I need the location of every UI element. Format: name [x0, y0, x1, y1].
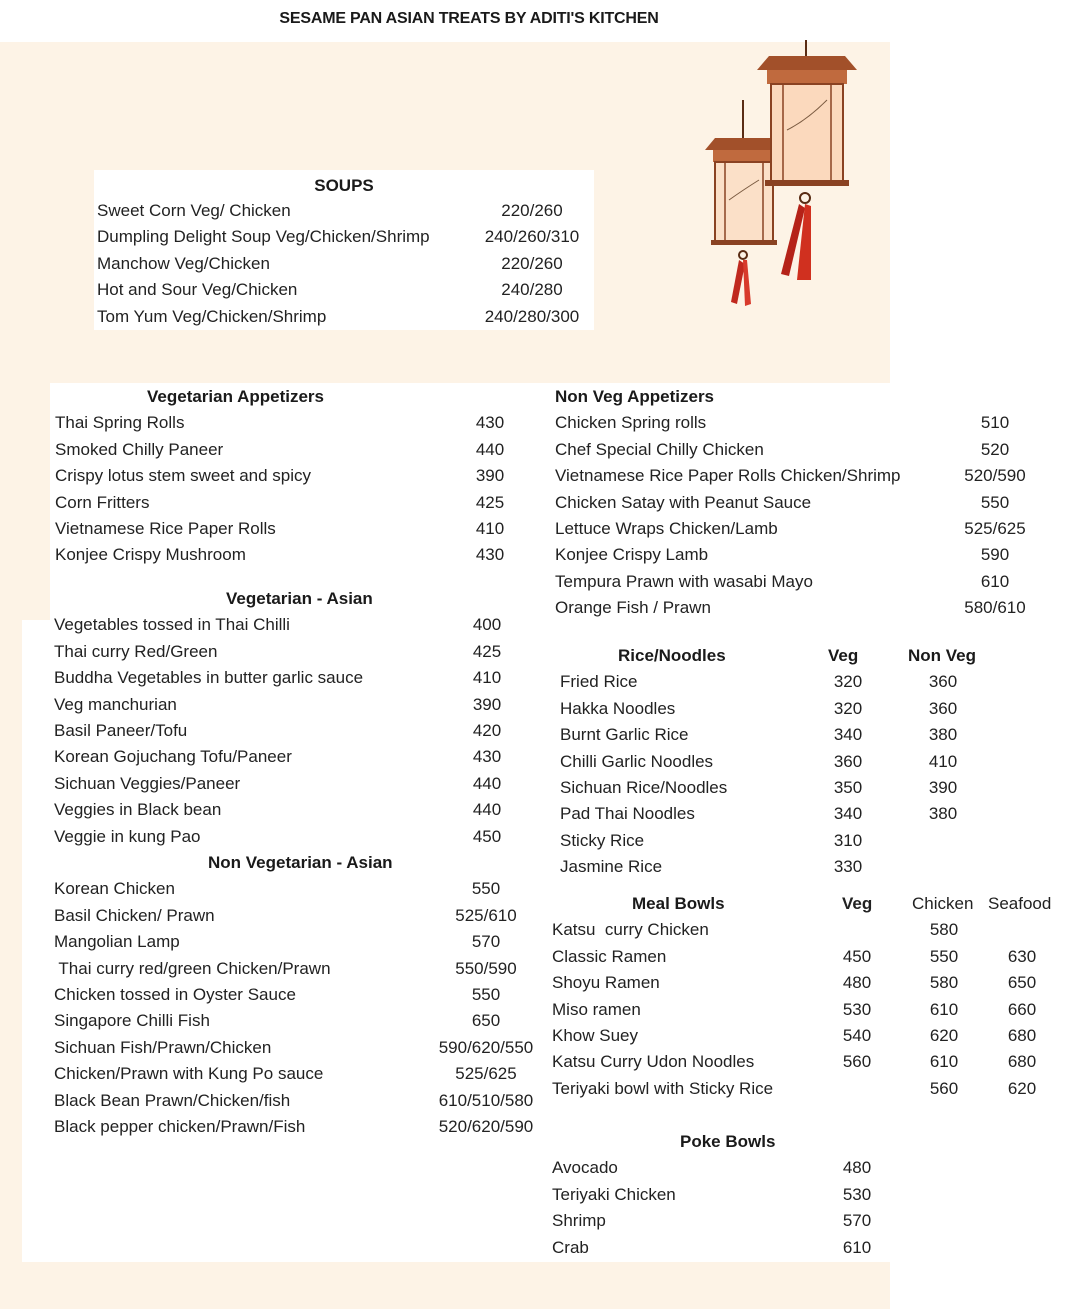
chicken-price: 620: [929, 1025, 959, 1045]
menu-item: [555, 569, 1045, 595]
menu-item: [54, 1088, 544, 1114]
item-name: Singapore Chilli Fish: [54, 1011, 210, 1031]
menu-item: [54, 1061, 544, 1087]
chicken-price: 610: [929, 1052, 959, 1072]
item-name: Mangolian Lamp: [54, 932, 180, 952]
item-name: Manchow Veg/Chicken: [97, 253, 270, 273]
menu-item: [97, 251, 587, 277]
section-heading: [55, 384, 525, 410]
item-name: Veggie in kung Pao: [54, 826, 201, 846]
veg-price: 340: [833, 725, 863, 745]
item-name: Hot and Sour Veg/Chicken: [97, 280, 298, 300]
item-price: 240/280/300: [484, 306, 580, 326]
item-name: Veg manchurian: [54, 694, 177, 714]
menu-item: [552, 1023, 1072, 1049]
menu-item: [54, 929, 544, 955]
section-heading: SOUPS: [314, 176, 374, 195]
item-name: Vegetables tossed in Thai Chilli: [54, 615, 290, 635]
item-price: 410: [472, 668, 502, 688]
menu-item: [55, 410, 525, 436]
item-price: 390: [475, 466, 505, 486]
item-price: 410: [475, 518, 505, 538]
item-name: Basil Chicken/ Prawn: [54, 905, 215, 925]
veg-price: 530: [842, 999, 872, 1019]
chicken-price: 560: [929, 1078, 959, 1098]
hanging-lanterns-icon: [695, 40, 865, 310]
menu-item: [555, 490, 1045, 516]
menu-item: [560, 722, 1000, 748]
table-header: [552, 891, 1072, 917]
item-price: 550/590: [455, 958, 517, 978]
menu-item: [552, 1155, 892, 1181]
item-name: Chilli Garlic Noodles: [560, 751, 714, 771]
section-heading: [552, 1129, 892, 1155]
item-name: Konjee Crispy Mushroom: [55, 545, 246, 565]
item-price: 530: [842, 1184, 872, 1204]
menu-item: [552, 1208, 892, 1234]
menu-item: [552, 1076, 1072, 1102]
item-price: 240/260/310: [484, 227, 580, 247]
item-name: Sweet Corn Veg/ Chicken: [97, 201, 291, 220]
item-name: Black pepper chicken/Prawn/Fish: [54, 1116, 306, 1136]
menu-item: [54, 1008, 544, 1034]
section-heading: [555, 384, 1045, 410]
menu-item: [97, 304, 587, 330]
item-name: Dumpling Delight Soup Veg/Chicken/Shrimp: [97, 227, 430, 247]
menu-item: [560, 828, 1000, 854]
item-name: Sichuan Veggies/Paneer: [54, 773, 241, 793]
veg-price: 450: [842, 946, 872, 966]
item-name: Veggies in Black bean: [54, 800, 222, 820]
nonveg-appetizers-section: [555, 384, 1045, 622]
veg-price: 340: [833, 804, 863, 824]
menu-title: SESAME PAN ASIAN TREATS BY ADITI'S KITCHEN: [279, 10, 659, 27]
menu-item: [552, 917, 1072, 943]
item-name: Tom Yum Veg/Chicken/Shrimp: [97, 306, 327, 326]
item-name: Konjee Crispy Lamb: [555, 545, 709, 565]
soups-list: [97, 198, 587, 330]
item-price: 420: [472, 720, 502, 740]
item-price: 580/610: [964, 598, 1026, 618]
item-price: 650: [471, 1011, 501, 1031]
item-price: 610: [980, 571, 1010, 591]
veg-price: 320: [833, 698, 863, 718]
menu-item: [54, 956, 544, 982]
item-price: 440: [475, 439, 505, 459]
item-name: Shrimp: [552, 1211, 606, 1231]
item-name: Avocado: [552, 1158, 618, 1178]
item-name: Thai curry red/green Chicken/Prawn: [54, 958, 331, 978]
item-name: Smoked Chilly Paneer: [55, 439, 224, 459]
veg-price: 480: [842, 973, 872, 993]
item-name: Teriyaki bowl with Sticky Rice: [552, 1078, 774, 1098]
menu-item: [552, 1235, 892, 1261]
menu-item: [555, 516, 1045, 542]
item-name: Teriyaki Chicken: [552, 1184, 676, 1204]
item-name: Khow Suey: [552, 1025, 638, 1045]
table-header: [560, 643, 1000, 669]
item-name: Pad Thai Noodles: [560, 804, 695, 824]
item-price: 550: [980, 492, 1010, 512]
veg-price: 320: [833, 672, 863, 692]
item-name: Crab: [552, 1237, 589, 1257]
menu-item: [54, 639, 524, 665]
meal-bowls-section: [552, 891, 1072, 1102]
item-name: Chicken tossed in Oyster Sauce: [54, 984, 296, 1004]
section-heading-text: Poke Bowls: [680, 1132, 776, 1151]
nonveg-asian-section: [54, 850, 544, 1140]
veg-price: 350: [833, 777, 863, 797]
item-price: 430: [472, 747, 502, 767]
item-price: 525/625: [964, 518, 1026, 538]
item-price: 590: [980, 545, 1010, 565]
item-name: Basil Paneer/Tofu: [54, 720, 188, 740]
item-name: Tempura Prawn with wasabi Mayo: [555, 571, 813, 591]
nonveg-price: 390: [928, 777, 958, 797]
item-name: Classic Ramen: [552, 946, 667, 966]
item-price: 520/590: [964, 466, 1026, 486]
item-price: 425: [472, 641, 502, 661]
menu-item: [54, 718, 524, 744]
item-name: Chicken/Prawn with Kung Po sauce: [54, 1064, 324, 1084]
chicken-price: 610: [929, 999, 959, 1019]
menu-item: [54, 824, 524, 850]
menu-item: [560, 669, 1000, 695]
item-price: 550: [471, 984, 501, 1004]
item-name: Lettuce Wraps Chicken/Lamb: [555, 518, 778, 538]
item-name: Thai Spring Rolls: [55, 413, 185, 433]
nonveg-price: 380: [928, 725, 958, 745]
menu-item: [54, 876, 544, 902]
menu-item: [55, 490, 525, 516]
seafood-price: 630: [1007, 946, 1037, 966]
menu-item: [54, 665, 524, 691]
item-price: 220/260: [501, 201, 563, 220]
seafood-price: 620: [1007, 1078, 1037, 1098]
menu-item: [97, 277, 587, 303]
chicken-price: 580: [929, 920, 959, 940]
menu-item: [97, 224, 587, 250]
veg-price: 360: [833, 751, 863, 771]
item-name: Vietnamese Rice Paper Rolls: [55, 518, 276, 538]
section-heading-text: Vegetarian Appetizers: [147, 387, 324, 406]
menu-item: [55, 516, 525, 542]
seafood-price: 680: [1007, 1052, 1037, 1072]
item-name: Thai curry Red/Green: [54, 641, 218, 661]
item-price: 610/510/580: [438, 1090, 534, 1110]
veg-price: 560: [842, 1052, 872, 1072]
item-price: 570: [471, 932, 501, 952]
item-price: 400: [472, 615, 502, 635]
veg-price: 330: [833, 857, 863, 877]
veg-appetizers-section: [55, 384, 525, 569]
item-price: 220/260: [501, 253, 563, 273]
menu-item: [54, 797, 524, 823]
item-name: Miso ramen: [552, 999, 641, 1019]
item-name: Orange Fish / Prawn: [555, 598, 711, 618]
item-name: Sichuan Fish/Prawn/Chicken: [54, 1037, 272, 1057]
menu-item: [552, 1182, 892, 1208]
item-name: Shoyu Ramen: [552, 973, 660, 993]
section-heading-text: Vegetarian - Asian: [226, 589, 373, 608]
menu-item: [555, 595, 1045, 621]
item-name: Korean Chicken: [54, 879, 175, 899]
menu-item: [555, 463, 1045, 489]
item-name: Black Bean Prawn/Chicken/fish: [54, 1090, 291, 1110]
item-name: Korean Gojuchang Tofu/Paneer: [54, 747, 292, 767]
column-header-seafood: Seafood: [988, 894, 1052, 913]
menu-item: [54, 1114, 544, 1140]
item-price: 520/620/590: [438, 1116, 534, 1136]
nonveg-price: 410: [928, 751, 958, 771]
item-name: Vietnamese Rice Paper Rolls Chicken/Shrimp: [555, 466, 901, 486]
item-price: 430: [475, 413, 505, 433]
nonveg-price: 380: [928, 804, 958, 824]
item-name: Chef Special Chilly Chicken: [555, 439, 764, 459]
menu-item: [55, 542, 525, 568]
menu-item: [555, 410, 1045, 436]
menu-item: [560, 854, 1000, 880]
item-price: 570: [842, 1211, 872, 1231]
item-price: 425: [475, 492, 505, 512]
menu-item: [54, 612, 524, 638]
menu-item: [560, 801, 1000, 827]
menu-item: [555, 437, 1045, 463]
veg-price: 540: [842, 1025, 872, 1045]
item-price: 440: [472, 773, 502, 793]
item-price: 520: [980, 439, 1010, 459]
menu-item: [560, 775, 1000, 801]
seafood-price: 650: [1007, 973, 1037, 993]
menu-item: [55, 437, 525, 463]
section-heading-text: Non Vegetarian - Asian: [208, 853, 393, 872]
item-price: 440: [472, 800, 502, 820]
nonveg-price: 360: [928, 698, 958, 718]
seafood-price: 680: [1007, 1025, 1037, 1045]
item-price: 450: [472, 826, 502, 846]
menu-item: [552, 997, 1072, 1023]
section-heading: [54, 850, 544, 876]
menu-item: [54, 903, 544, 929]
item-price: 550: [471, 879, 501, 899]
item-price: 430: [475, 545, 505, 565]
item-name: Katsu Curry Udon Noodles: [552, 1052, 755, 1072]
item-name: Buddha Vegetables in butter garlic sauce: [54, 668, 364, 688]
item-price: 525/610: [455, 905, 517, 925]
item-price: 525/625: [455, 1064, 517, 1084]
item-name: Sichuan Rice/Noodles: [560, 777, 728, 797]
menu-item: [54, 982, 544, 1008]
section-heading-text: Non Veg Appetizers: [555, 387, 715, 406]
item-name: Sticky Rice: [560, 830, 645, 850]
item-name: Fried Rice: [560, 672, 638, 692]
rice-noodles-section: [560, 643, 1000, 881]
item-name: Hakka Noodles: [560, 698, 676, 718]
menu-item: [552, 1049, 1072, 1075]
item-name: Chicken Satay with Peanut Sauce: [555, 492, 812, 512]
menu-item: [560, 749, 1000, 775]
item-name: Corn Fritters: [55, 492, 150, 512]
column-header-veg: Veg: [828, 646, 859, 665]
menu-item: [552, 944, 1072, 970]
item-price: 390: [472, 694, 502, 714]
item-name: Burnt Garlic Rice: [560, 725, 689, 745]
item-price: 510: [980, 413, 1010, 433]
menu-item: [97, 198, 587, 224]
item-name: Chicken Spring rolls: [555, 413, 707, 433]
item-price: 610: [842, 1237, 872, 1257]
poke-bowls-section: [552, 1129, 892, 1261]
veg-asian-section: [54, 586, 524, 850]
item-price: 480: [842, 1158, 872, 1178]
item-price: 590/620/550: [438, 1037, 534, 1057]
item-name: Crispy lotus stem sweet and spicy: [55, 466, 312, 486]
section-heading-text: Meal Bowls: [632, 894, 725, 913]
item-price: 240/280: [501, 280, 563, 300]
menu-item: [54, 744, 524, 770]
item-name: Jasmine Rice: [560, 857, 663, 877]
column-header-nonveg: Non Veg: [908, 646, 977, 665]
chicken-price: 550: [929, 946, 959, 966]
menu-item: [54, 1035, 544, 1061]
menu-item: [552, 970, 1072, 996]
menu-item: [55, 463, 525, 489]
section-heading: [54, 586, 524, 612]
column-header-chicken: Chicken: [912, 894, 974, 913]
menu-item: [54, 692, 524, 718]
menu-item: [560, 696, 1000, 722]
column-header-veg: Veg: [842, 894, 873, 913]
nonveg-price: 360: [928, 672, 958, 692]
seafood-price: 660: [1007, 999, 1037, 1019]
chicken-price: 580: [929, 973, 959, 993]
section-heading-text: Rice/Noodles: [618, 646, 726, 665]
menu-item: [54, 771, 524, 797]
item-name: Katsu curry Chicken: [552, 920, 709, 940]
veg-price: 310: [833, 830, 863, 850]
menu-item: [555, 542, 1045, 568]
